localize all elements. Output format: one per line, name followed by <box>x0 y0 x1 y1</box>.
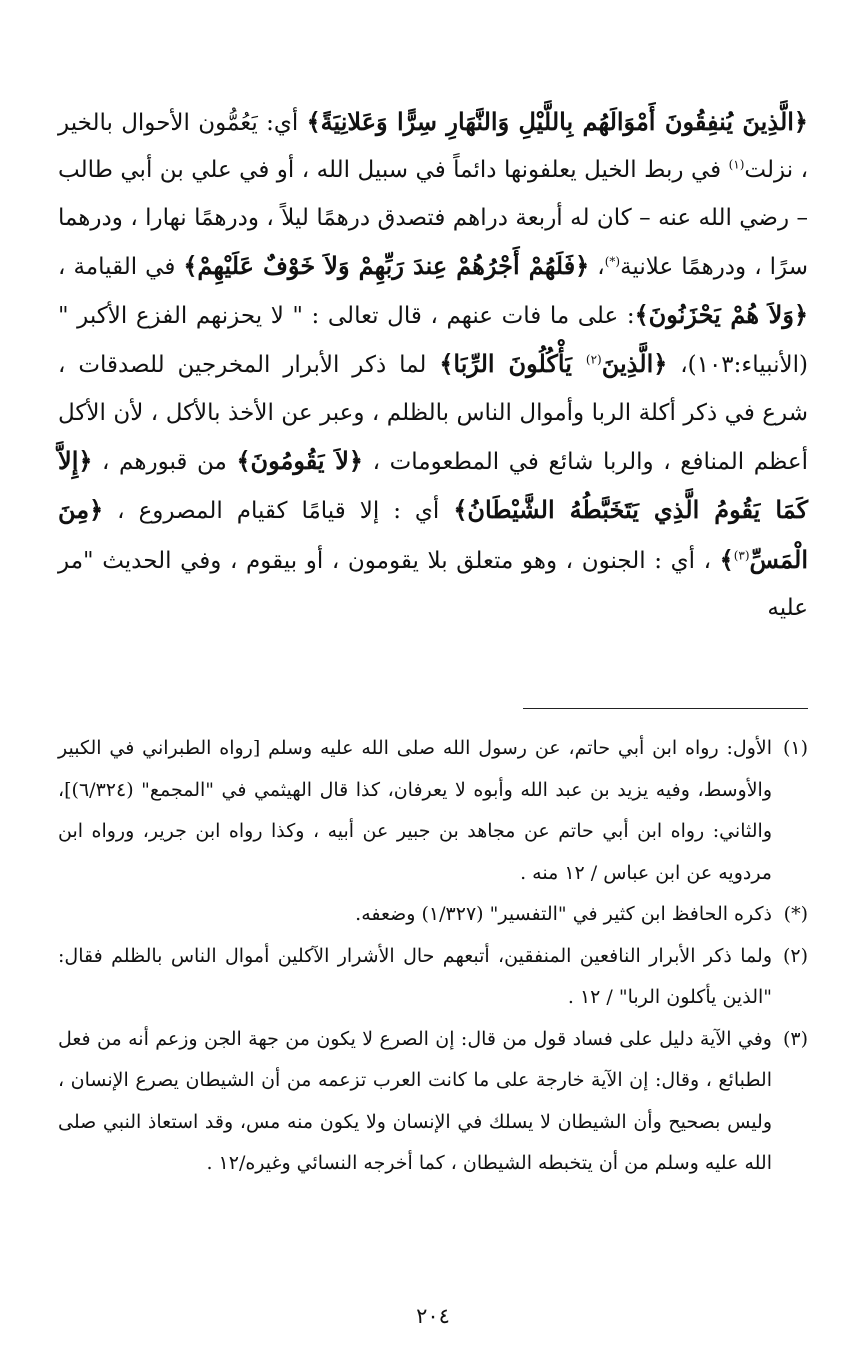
quran-verse: يَأْكُلُونَ الرِّبَا﴾ <box>439 349 586 379</box>
footnote-mark: (٣) <box>782 1027 808 1050</box>
commentary-text: : على ما فات عنهم ، قال تعالى : " لا يحزنهم الفزع الأكبر " (الأنبياء:١٠٣)، <box>58 303 808 379</box>
footnote-mark: (٢) <box>782 944 808 967</box>
footnote-ref: (*) <box>604 254 621 269</box>
commentary-text: من قبورهم ، <box>92 449 237 476</box>
footnote-text: ولما ذكر الأبرار النافعين المنفقين، أتبعهم حال الأشرار الآكلين أموال الناس بالظلم فقال: "الذين يأكلون الربا" / ١٢ . <box>58 944 772 1008</box>
footnote-divider <box>523 708 808 709</box>
quran-verse: ﴿لاَ يَقُومُونَ﴾ <box>236 446 363 476</box>
quran-verse: ﴾ <box>719 544 734 574</box>
quran-verse: ﴿إِلاَّ كَمَا يَقُومُ الَّذِي يَتَخَبَّطُهُ الشَّيْطَانُ﴾ <box>58 446 808 525</box>
footnote-text: وفي الآية دليل على فساد قول من قال: إن الصرع لا يكون من جهة الجن وزعم أنه من فعل الطبائع ، وقال: إن الآية خارجة على ما كانت العرب تزعمه من أن الشيطان يصرع الإنسان ، وليس بصحيح وأن الشيطان لا يسلك في الإنسان ولا يكون منه مس، وقد استعاذ النبي صلى الله عليه وسلم من أن يتخبطه الشيطان ، كما أخرجه النسائي وغيره/١٢ . <box>58 1027 772 1174</box>
commentary-text: في ربط الخيل يعلفونها دائماً في سبيل الله ، أو في علي بن أبي طالب – رضي الله عنه – كان له أربعة دراهم فتصدق درهمًا ليلاً ، ودرهمًا نهارا ، ودرهما سرًا ، ودرهمًا علانية <box>58 157 809 280</box>
commentary-text: أي : إلا قيامًا كقيام المصروع ، <box>103 498 454 525</box>
footnote-text: الأول: رواه ابن أبي حاتم، عن رسول الله صلى الله عليه وسلم [رواه الطبراني في الكبير والأوسط، وفيه يزيد بن عبد الله وأبوه لا يعرفان، كذا قال الهيثمي في "المجمع" (٦/٣٢٤)]، والثاني: رواه ابن أبي حاتم عن مجاهد بن جبير عن أبيه ، وكذا رواه ابن جرير، ورواه ابن مردويه عن ابن عباس / ١٢ منه . <box>58 737 772 884</box>
commentary-text: ، أي : الجنون ، وهو متعلق بلا يقومون ، أو بيقوم ، وفي الحديث "مر عليه <box>58 547 808 621</box>
footnote <box>58 1019 808 1185</box>
footnote-ref: (٢) <box>585 352 602 367</box>
footnote-mark: (١) <box>782 737 808 759</box>
footnotes <box>58 728 808 1185</box>
quran-verse: ﴿الَّذِينَ <box>601 349 668 379</box>
quran-verse: ﴿الَّذِينَ يُنفِقُونَ أَمْوَالَهُم بِاللَّيْلِ وَالنَّهَارِ سِرًّا وَعَلانِيَةً﴾ <box>306 107 808 136</box>
quran-verse: ﴿مِنَ الْمَسِّ <box>58 495 808 574</box>
commentary-text: أي: يَعُمُّون الأحوال بالخير ، نزلت <box>58 110 808 184</box>
page-number: ٢٠٤ <box>416 1304 450 1328</box>
book-page <box>58 98 808 1338</box>
footnote <box>58 894 808 936</box>
footnote-ref: (١) <box>728 157 745 172</box>
commentary-text: لما ذكر الأبرار المخرجين للصدقات ، شرع في ذكر أكلة الربا وأموال الناس بالظلم ، وعبر عن الأخذ بالأكل ، لأن الأكل أعظم المنافع ، والربا شائع في المطعومات ، <box>58 352 809 476</box>
main-text <box>58 98 808 632</box>
quran-verse: ﴿فَلَهُمْ أَجْرُهُمْ عِندَ رَبِّهِمْ وَلاَ خَوْفٌ عَلَيْهِمْ﴾ <box>183 250 590 280</box>
quran-verse: ﴿وَلاَ هُمْ يَحْزَنُونَ﴾ <box>634 300 809 330</box>
footnote-ref: (٣) <box>733 548 750 563</box>
footnote <box>58 936 808 1019</box>
commentary-text: ، <box>589 253 605 280</box>
footnote-text: ذكره الحافظ ابن كثير في "التفسير" (١/٣٢٧) وضعفه. <box>355 903 772 925</box>
commentary-text: في القيامة ، <box>58 253 184 280</box>
footnote-mark: (*) <box>783 903 808 925</box>
footnote <box>58 728 808 894</box>
